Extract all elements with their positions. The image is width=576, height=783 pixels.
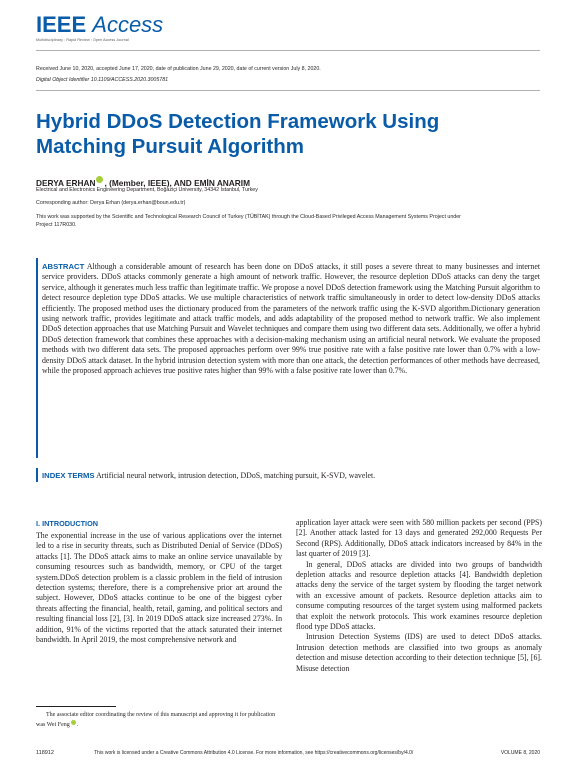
meta-rule: [36, 90, 540, 91]
title-line-2: Matching Pursuit Algorithm: [36, 135, 305, 158]
funding-note: This work was supported by the Scientific and Technological Research Council of Turkey (TÜBİTAK) through the Cloud-Based Privileged Access Management Systems Project under Project 117R030.: [36, 214, 461, 228]
index-terms-text: Artificial neural network, intrusion detection, DDoS, matching pursuit, K-SVD, wavelet.: [96, 471, 376, 480]
page-number: 118912: [36, 750, 54, 756]
journal-tagline: Multidisciplinary : Rapid Review : Open Access Journal: [36, 38, 129, 42]
right-column: [296, 518, 542, 674]
footnote: The associate editor coordinating the review of this manuscript and approving it for publication was Wei Feng .: [36, 712, 276, 728]
doi: Digital Object Identifier 10.1109/ACCESS.2020.3005781: [36, 77, 169, 83]
header-rule: [36, 50, 540, 51]
intro-paragraph-1: The exponential increase in the use of various applications over the internet led to a rise in security threats, such as Distributed Denial of Service (DDoS) attacks [1]. The DDoS attack aims to make an online service unavailable by consuming resources such as bandwidth, memory, or CPU of the target system.DDoS detection problem is a classic problem in the field of intrusion detection systems; therefore, there is a comprehensive prior art around the subject. However, DDoS attacks continue to be one of the biggest cyber threats affecting the financial, health, retail, gaming, and political sectors and resulting financial loss [2], [3]. In 2019 DDoS attack size increased 273%. In addition, 91% of the victims reported that the attack saturated their internet bandwidth. In April 2019, the most comprehensive network and: [36, 531, 282, 645]
index-bar: [36, 468, 38, 482]
license-line: This work is licensed under a Creative Commons Attribution 4.0 License. For more information, see https://creativecommons.org/licenses/by/4.0/: [94, 750, 414, 756]
index-terms: [42, 471, 546, 480]
intro-paragraph-2: application layer attack were seen with 580 million packets per second (PPS) [2]. Another attack lasted for 13 days and generated 292,000 Requests Per Second (RPS). Additionally, DDoS attack indicators increased by 84% in the last quarter of 2019 [3].: [296, 518, 542, 559]
abstract-bar: [36, 258, 38, 458]
section-heading-intro: I. INTRODUCTION: [36, 519, 99, 528]
intro-paragraph-4: Intrusion Detection Systems (IDS) are used to detect DDoS attacks. Intrusion detection methods are classified into two groups as anomaly detection and misuse detection according to their detection technique [5], [6]. Misuse detection: [296, 632, 542, 673]
footnote-text: The associate editor coordinating the review of this manuscript and approving it for publication was Wei Feng: [36, 712, 276, 728]
left-column: [36, 531, 282, 645]
abstract: [42, 262, 540, 376]
orcid-icon[interactable]: [96, 176, 103, 183]
footnote-rule: [36, 706, 116, 707]
logo-access: Access: [92, 12, 164, 37]
author-name: DERYA ERHAN: [36, 178, 96, 188]
corresponding-author: Corresponding author: Derya Erhan (derya.erhan@boun.edu.tr): [36, 200, 186, 206]
history-dates: Received June 10, 2020, accepted June 17, 2020, date of publication June 29, 2020, date of current version July 8, 2020.: [36, 66, 321, 72]
journal-logo: [36, 14, 163, 36]
title-line-1: Hybrid DDoS Detection Framework Using: [36, 110, 440, 133]
author-rest: , (Member, IEEE), AND EMİN ANARIM: [104, 178, 250, 188]
logo-ieee: IEEE: [36, 12, 87, 37]
volume: VOLUME 8, 2020: [500, 750, 540, 756]
abstract-text: Although a considerable amount of research has been done on DDoS attacks, it still poses a severe threat to many businesses and internet service providers. DDoS attacks commonly generate a high amount of network traffic. However, the resource depletion DDoS attacks can deny the target service, although it generates much less traffic than legitimate traffic. We propose a novel DDoS detection framework using the Matching Pursuit algorithm to detect resource depletion type DDoS attacks. We use multiple characteristics of network traffic simultaneously in order to detect low-density DDoS attacks efficiently. The proposed method uses the dictionary produced from the parameters of the network traffic using the K-SVD algorithm.Dictionary generation using network traffic, provides legitimate and attack traffic models, and adds adaptability of the proposed method to network traffic. We also implement DDoS detection approaches that use Matching Pursuit and Wavelet techniques and compare them using two different data sets. Additionally, we offer a hybrid DDoS detection framework that combines these approaches with a decision-making mechanism using an artificial neural network. We evaluate the proposed methods with two different data sets. The proposed approaches perform over 99% true positive rate with a false positive rate lower than 0.7% with a low-density DDoS attack dataset. In the hybrid intrusion detection system with more than one attack, the detection performances of other methods have decreased, while the proposed approach achieves true positive rates higher than 99% with a false positive rate lower than 0.7%.: [42, 262, 540, 376]
intro-paragraph-3: In general, DDoS attacks are divided into two groups of bandwidth depletion attacks and resource depletion attacks [4]. Bandwidth depletion attacks deny the service of the target system by flooding the target network with an excessive amount of packets. Resource depletion attacks aim to consume computing resources of the target system using malformed packets that exploit the network protocols. This work examines resource depletion flood type DDoS attacks.: [296, 559, 542, 632]
orcid-icon[interactable]: [71, 720, 76, 725]
affiliation: Electrical and Electronics Engineering Department, Boğaziçi University, 34342 İstanbul, Turkey: [36, 187, 258, 193]
index-terms-heading: INDEX TERMS: [42, 471, 95, 480]
paper-title: [36, 109, 556, 159]
abstract-heading: ABSTRACT: [42, 262, 85, 271]
